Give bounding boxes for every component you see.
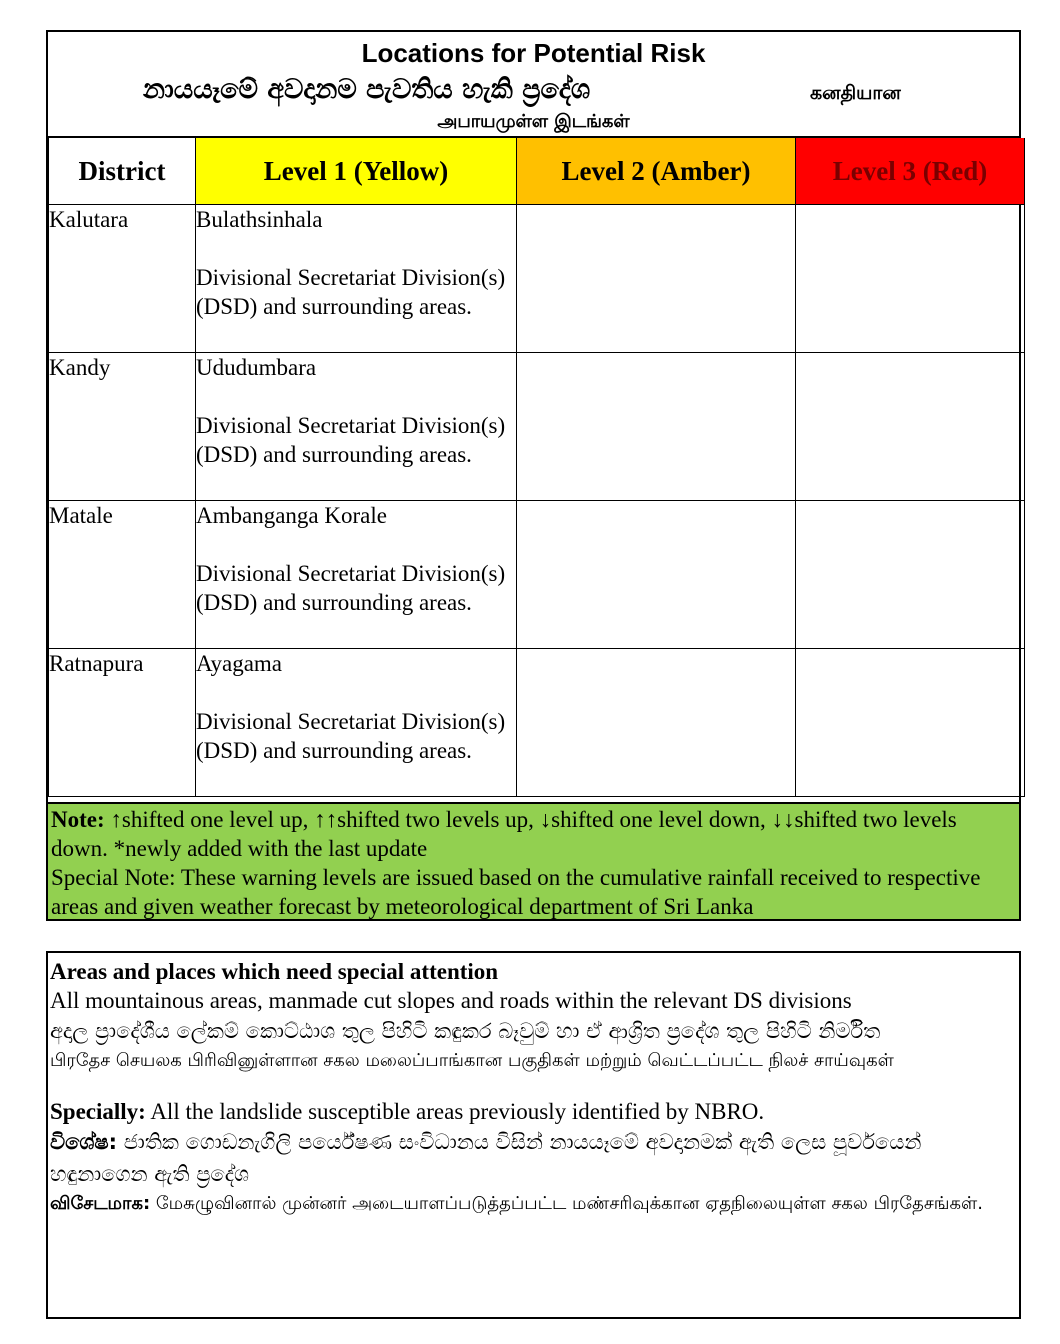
attention-text-english: All mountainous areas, manmade cut slopes and roads within the relevant DS divisions [50, 988, 852, 1013]
district-cell: Kalutara [49, 205, 196, 353]
note-line [51, 805, 1016, 863]
table-row [49, 649, 1025, 797]
special-tamil-line [50, 1190, 1017, 1218]
district-cell: Kandy [49, 353, 196, 501]
note-text: ↑shifted one level up, ↑↑shifted two levels up, ↓shifted one level down, ↓↓shifted two levels down. *newly added with the last update [51, 807, 957, 861]
note-label: Note: [51, 807, 105, 832]
ds-name: Ayagama [196, 651, 283, 676]
level2-cell [517, 205, 796, 353]
table-row [49, 501, 1025, 649]
table-row [49, 353, 1025, 501]
level3-cell [796, 501, 1025, 649]
ds-description: Divisional Secretariat Division(s) (DSD) and surrounding areas. [196, 413, 506, 467]
column-district: District [49, 138, 196, 205]
title-tamil-side: கனதியான [810, 82, 901, 104]
title-english: Locations for Potential Risk [361, 38, 706, 68]
special-sinhala-line [50, 1126, 1017, 1190]
district-cell: Ratnapura [49, 649, 196, 797]
note-panel [48, 802, 1019, 919]
level1-cell [196, 501, 517, 649]
special-tamil-text: மேசுழுவினால் முன்னர் அடையாளப்படுத்தப்பட்ட மண்சரிவுக்கான ஏதநிலையுள்ள சகல பிரதேசங்கள். [150, 1193, 984, 1214]
title-sinhala: නායයෑමේ අවදානම පැවතිය හැකි ප්‍රදේශ [143, 74, 591, 105]
column-level3: Level 3 (Red) [796, 138, 1025, 205]
specially-line [50, 1097, 1017, 1126]
ds-name: Ambanganga Korale [196, 503, 387, 528]
level1-cell [196, 649, 517, 797]
header-row [49, 138, 1025, 205]
title-tamil: அபாயமுள்ள இடங்கள் [437, 111, 630, 132]
special-sinhala-label: විශේෂ: [50, 1130, 118, 1154]
special-sinhala-text: ජාතික ගොඩනැගිලි පර්යේෂණ සංවිධානය විසින් නායයෑමේ අවදානමක් ඇති ලෙස පූර්වයෙන් හඳුනාගෙන ඇති ප්‍රදේශ [50, 1130, 922, 1186]
level2-cell [517, 649, 796, 797]
title-block [48, 32, 1019, 138]
ds-description: Divisional Secretariat Division(s) (DSD) and surrounding areas. [196, 561, 506, 615]
level2-cell [517, 501, 796, 649]
level3-cell [796, 353, 1025, 501]
special-attention-box [46, 951, 1021, 1319]
ds-name: Bulathsinhala [196, 207, 323, 232]
column-level1: Level 1 (Yellow) [196, 138, 517, 205]
specially-label: Specially: [50, 1099, 146, 1124]
special-tamil-label: விசேடமாக: [50, 1193, 151, 1214]
level2-cell [517, 353, 796, 501]
level1-cell [196, 353, 517, 501]
ds-description: Divisional Secretariat Division(s) (DSD) and surrounding areas. [196, 265, 506, 319]
column-level2: Level 2 (Amber) [517, 138, 796, 205]
level1-cell [196, 205, 517, 353]
ds-name: Ududumbara [196, 355, 317, 380]
risk-table [48, 138, 1025, 797]
level3-cell [796, 649, 1025, 797]
special-note: Special Note: These warning levels are issued based on the cumulative rainfall received to respective areas and given weather forecast by meteorological department of Sri Lanka [51, 865, 981, 919]
risk-locations-table [46, 30, 1021, 921]
specially-text: All the landslide susceptible areas previously identified by NBRO. [145, 1099, 765, 1124]
attention-text-sinhala: අදාල ප්‍රාදේශීය ලේකම් කොට්ඨාශ තුල පිහිටි කඳුකර බෑවුම් හා ඒ ආශ්‍රිත ප්‍රදේශ තුල පිහිටි නිර්මිත [50, 1019, 881, 1043]
district-cell: Matale [49, 501, 196, 649]
level3-cell [796, 205, 1025, 353]
table-row [49, 205, 1025, 353]
attention-heading: Areas and places which need special attention [50, 959, 499, 984]
ds-description: Divisional Secretariat Division(s) (DSD) and surrounding areas. [196, 709, 506, 763]
attention-text-tamil: பிரதேச செயலக பிரிவினுள்ளான சகல மலைப்பாங்கான பகுதிகள் மற்றும் வெட்டப்பட்ட நிலச் சாய்வுகள் [50, 1050, 894, 1071]
